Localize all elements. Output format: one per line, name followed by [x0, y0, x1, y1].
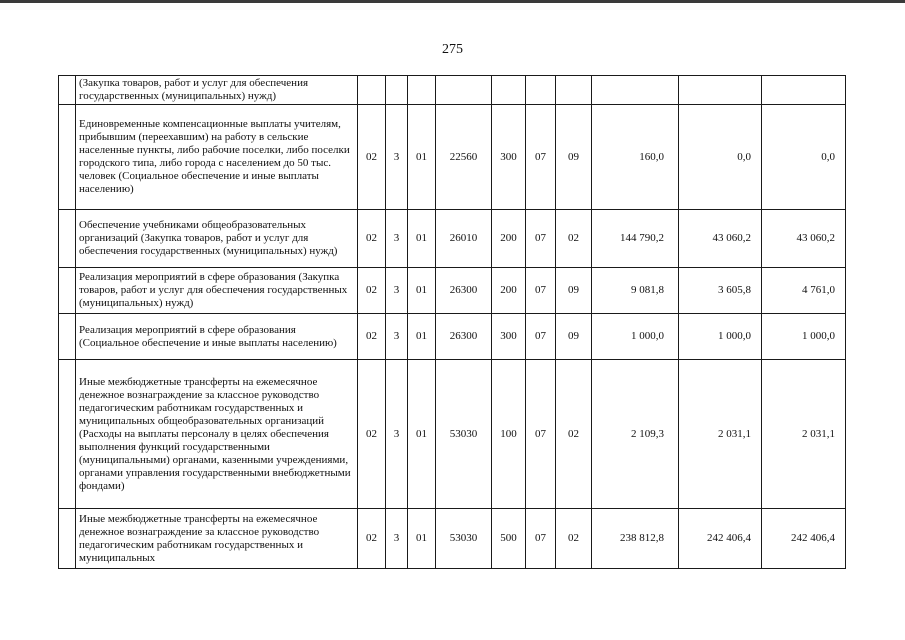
amount-year-2: 0,0	[679, 105, 762, 210]
expense-name: Иные межбюджетные трансферты на ежемесячное денежное вознаграждение за классное руководство педагогическим работникам государственных и муниципальных	[76, 509, 358, 569]
amount-year-1: 160,0	[592, 105, 679, 210]
marker-cell	[59, 268, 76, 314]
amount-year-1	[592, 76, 679, 105]
expense-name: Реализация мероприятий в сфере образования (Социальное обеспечение и иные выплаты населению)	[76, 314, 358, 360]
direction-code: 26010	[436, 210, 492, 268]
expense-name: (Закупка товаров, работ и услуг для обеспечения государственных (муниципальных) нужд)	[76, 76, 358, 105]
scan-edge	[0, 0, 905, 3]
subprogram-code: 3	[386, 509, 408, 569]
budget-table-body	[59, 76, 846, 569]
main-event-code: 01	[408, 105, 436, 210]
table-row	[59, 76, 846, 105]
table-row	[59, 509, 846, 569]
main-event-code: 01	[408, 509, 436, 569]
subprogram-code: 3	[386, 105, 408, 210]
amount-year-2: 1 000,0	[679, 314, 762, 360]
expense-type-code: 200	[492, 268, 526, 314]
main-event-code: 01	[408, 268, 436, 314]
section-code: 07	[526, 360, 556, 509]
expense-type-code	[492, 76, 526, 105]
amount-year-1: 2 109,3	[592, 360, 679, 509]
subsection-code: 09	[556, 314, 592, 360]
marker-cell	[59, 105, 76, 210]
direction-code: 26300	[436, 268, 492, 314]
amount-year-2: 242 406,4	[679, 509, 762, 569]
marker-cell	[59, 210, 76, 268]
subprogram-code: 3	[386, 210, 408, 268]
subsection-code: 09	[556, 105, 592, 210]
main-event-code: 01	[408, 314, 436, 360]
main-event-code: 01	[408, 360, 436, 509]
amount-year-2: 43 060,2	[679, 210, 762, 268]
table-row	[59, 268, 846, 314]
marker-cell	[59, 509, 76, 569]
table-row	[59, 360, 846, 509]
program-code: 02	[358, 105, 386, 210]
section-code: 07	[526, 509, 556, 569]
section-code: 07	[526, 105, 556, 210]
expense-type-code: 500	[492, 509, 526, 569]
expense-name: Реализация мероприятий в сфере образования (Закупка товаров, работ и услуг для обеспечения государственных (муниципальных) нужд)	[76, 268, 358, 314]
amount-year-1: 238 812,8	[592, 509, 679, 569]
direction-code	[436, 76, 492, 105]
section-code: 07	[526, 314, 556, 360]
expense-type-code: 200	[492, 210, 526, 268]
program-code: 02	[358, 268, 386, 314]
amount-year-1: 144 790,2	[592, 210, 679, 268]
expense-name: Иные межбюджетные трансферты на ежемесячное денежное вознаграждение за классное руководство педагогическим работникам государственных и муниципальных общеобразовательных организаций (Расходы на выплаты персоналу в целях обеспечения выполнения функций государственными (муниципальными) органами, казенными учреждениями, органами управления государственными внебюджетными фондами)	[76, 360, 358, 509]
direction-code: 53030	[436, 360, 492, 509]
direction-code: 53030	[436, 509, 492, 569]
main-event-code: 01	[408, 210, 436, 268]
direction-code: 22560	[436, 105, 492, 210]
amount-year-3: 1 000,0	[762, 314, 846, 360]
subsection-code: 02	[556, 210, 592, 268]
table-row	[59, 105, 846, 210]
subprogram-code: 3	[386, 314, 408, 360]
amount-year-3: 242 406,4	[762, 509, 846, 569]
program-code: 02	[358, 509, 386, 569]
direction-code: 26300	[436, 314, 492, 360]
marker-cell	[59, 76, 76, 105]
amount-year-2: 2 031,1	[679, 360, 762, 509]
amount-year-3: 4 761,0	[762, 268, 846, 314]
amount-year-3: 43 060,2	[762, 210, 846, 268]
budget-table	[58, 75, 846, 569]
expense-name: Единовременные компенсационные выплаты учителям, прибывшим (переехавшим) на работу в сельские населенные пункты, либо рабочие поселки, либо поселки городского типа, либо города с населением до 50 тыс. человек (Социальное обеспечение и иные выплаты населению)	[76, 105, 358, 210]
subprogram-code: 3	[386, 268, 408, 314]
program-code: 02	[358, 360, 386, 509]
subprogram-code	[386, 76, 408, 105]
subsection-code: 02	[556, 360, 592, 509]
marker-cell	[59, 314, 76, 360]
main-event-code	[408, 76, 436, 105]
expense-name: Обеспечение учебниками общеобразовательных организаций (Закупка товаров, работ и услуг для обеспечения государственных (муниципальных) нужд)	[76, 210, 358, 268]
amount-year-3: 0,0	[762, 105, 846, 210]
program-code: 02	[358, 314, 386, 360]
amount-year-2: 3 605,8	[679, 268, 762, 314]
amount-year-3	[762, 76, 846, 105]
table-row	[59, 210, 846, 268]
program-code	[358, 76, 386, 105]
amount-year-1: 1 000,0	[592, 314, 679, 360]
page-number: 275	[442, 42, 463, 57]
subsection-code: 09	[556, 268, 592, 314]
amount-year-1: 9 081,8	[592, 268, 679, 314]
subsection-code	[556, 76, 592, 105]
section-code	[526, 76, 556, 105]
program-code: 02	[358, 210, 386, 268]
section-code: 07	[526, 268, 556, 314]
amount-year-3: 2 031,1	[762, 360, 846, 509]
amount-year-2	[679, 76, 762, 105]
table-row	[59, 314, 846, 360]
marker-cell	[59, 360, 76, 509]
subprogram-code: 3	[386, 360, 408, 509]
expense-type-code: 300	[492, 105, 526, 210]
expense-type-code: 300	[492, 314, 526, 360]
subsection-code: 02	[556, 509, 592, 569]
section-code: 07	[526, 210, 556, 268]
expense-type-code: 100	[492, 360, 526, 509]
